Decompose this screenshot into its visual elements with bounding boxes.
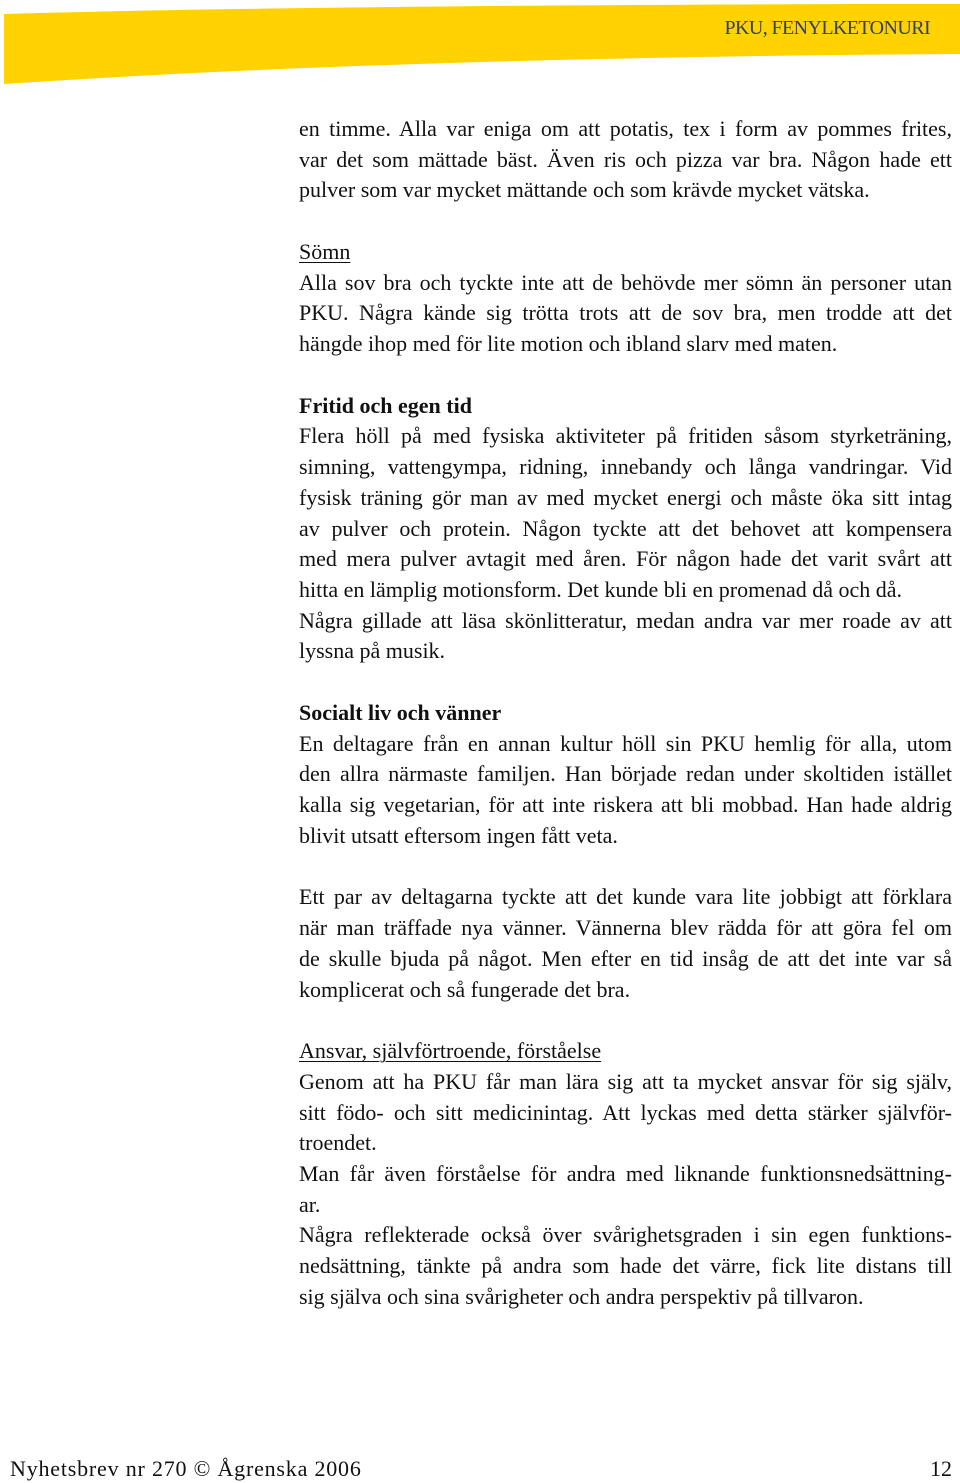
text-block-intro <box>299 114 952 206</box>
section-heading-responsibility: Ansvar, självförtroende, förståelse <box>299 1038 602 1064</box>
body-text-line: blivit utsatt eftersom ingen fått veta. <box>299 822 618 848</box>
body-text-line: Några reflekterade också över svårighetsgraden i sin egen funktions- <box>299 1222 952 1248</box>
section-heading-sleep: Sömn <box>299 238 351 264</box>
body-text-line: troendet. <box>299 1130 377 1156</box>
body-text-line: lyssna på musik. <box>299 638 446 664</box>
running-header-title: PKU, FENYLKETONURI <box>724 17 930 39</box>
body-text-line: fysisk träning gör man av med mycket energi och måste öka sitt intag <box>299 484 952 510</box>
section-sleep <box>299 237 952 360</box>
body-text-line: den allra närmaste familjen. Han började redan under skoltiden istället <box>299 761 952 787</box>
body-text-line: var det som mättade bäst. Även ris och pizza var bra. Någon hade ett <box>299 146 952 172</box>
section-social <box>299 698 952 852</box>
body-text-line: En deltagare från en annan kultur höll sin PKU hemlig för alla, utom <box>299 730 952 756</box>
text-column <box>299 114 952 1313</box>
body-text-line: simning, vattengympa, ridning, innebandy och långa vandringar. Vid <box>299 454 952 480</box>
section-heading-leisure: Fritid och egen tid <box>299 392 472 418</box>
body-text-line: komplicerat och så fungerade det bra. <box>299 976 631 1002</box>
body-text-line: nedsättning, tänkte på andra som hade det värre, fick lite distans till <box>299 1253 952 1279</box>
header-band <box>0 0 960 90</box>
footer-publication: Nyhetsbrev nr 270 © Ågrenska 2006 <box>10 1456 362 1481</box>
body-text-line: med mera pulver avtagit med åren. För någon hade det varit svårt att <box>299 546 952 572</box>
body-text-line: hängde ihop med för lite motion och ibland slarv med maten. <box>299 331 838 357</box>
body-text-line: de skulle bjuda på något. Men efter en tid insåg de att det inte var så <box>299 945 952 971</box>
body-text-line: sitt födo- och sitt medicinintag. Att lyckas med detta stärker självför- <box>299 1099 952 1125</box>
body-text-line: Flera höll på med fysiska aktiviteter på fritiden såsom styrketräning, <box>299 423 952 449</box>
body-text-line: pulver som var mycket mättande och som krävde mycket vätska. <box>299 177 870 203</box>
body-text-line: Man får även förståelse för andra med liknande funktionsnedsättning- <box>299 1160 952 1186</box>
section-heading-social: Socialt liv och vänner <box>299 699 502 725</box>
page-number: 12 <box>930 1456 952 1481</box>
text-block-friends <box>299 882 952 1005</box>
section-leisure <box>299 391 952 668</box>
body-text-line: en timme. Alla var eniga om att potatis, tex i form av pommes frites, <box>299 116 952 141</box>
body-text-line: av pulver och protein. Någon tyckte att det behovet att kompensera <box>299 515 952 541</box>
body-text-line: PKU. Några kände sig trötta trots att de sov bra, men trodde att det <box>299 300 952 326</box>
body-text-line: Ett par av deltagarna tyckte att det kunde vara lite jobbigt att förklara <box>299 884 952 910</box>
body-text-line: Alla sov bra och tyckte inte att de behövde mer sömn än personer utan <box>299 269 952 295</box>
body-text-line: Genom att ha PKU får man lära sig att ta mycket ansvar för sig själv, <box>299 1068 952 1094</box>
body-text-line: när man träffade nya vänner. Vännerna blev rädda för att göra fel om <box>299 915 952 941</box>
body-text-line: ar. <box>299 1191 321 1217</box>
body-text-line: Några gillade att läsa skönlitteratur, medan andra var mer roade av att <box>299 607 952 633</box>
section-responsibility <box>299 1036 952 1313</box>
body-text-line: sig själva och sina svårigheter och andra perspektiv på tillvaron. <box>299 1283 864 1309</box>
body-text-line: kalla sig vegetarian, för att inte riskera att bli mobbad. Han hade aldrig <box>299 792 952 818</box>
body-text-line: hitta en lämplig motionsform. Det kunde bli en promenad då och då. <box>299 577 903 603</box>
